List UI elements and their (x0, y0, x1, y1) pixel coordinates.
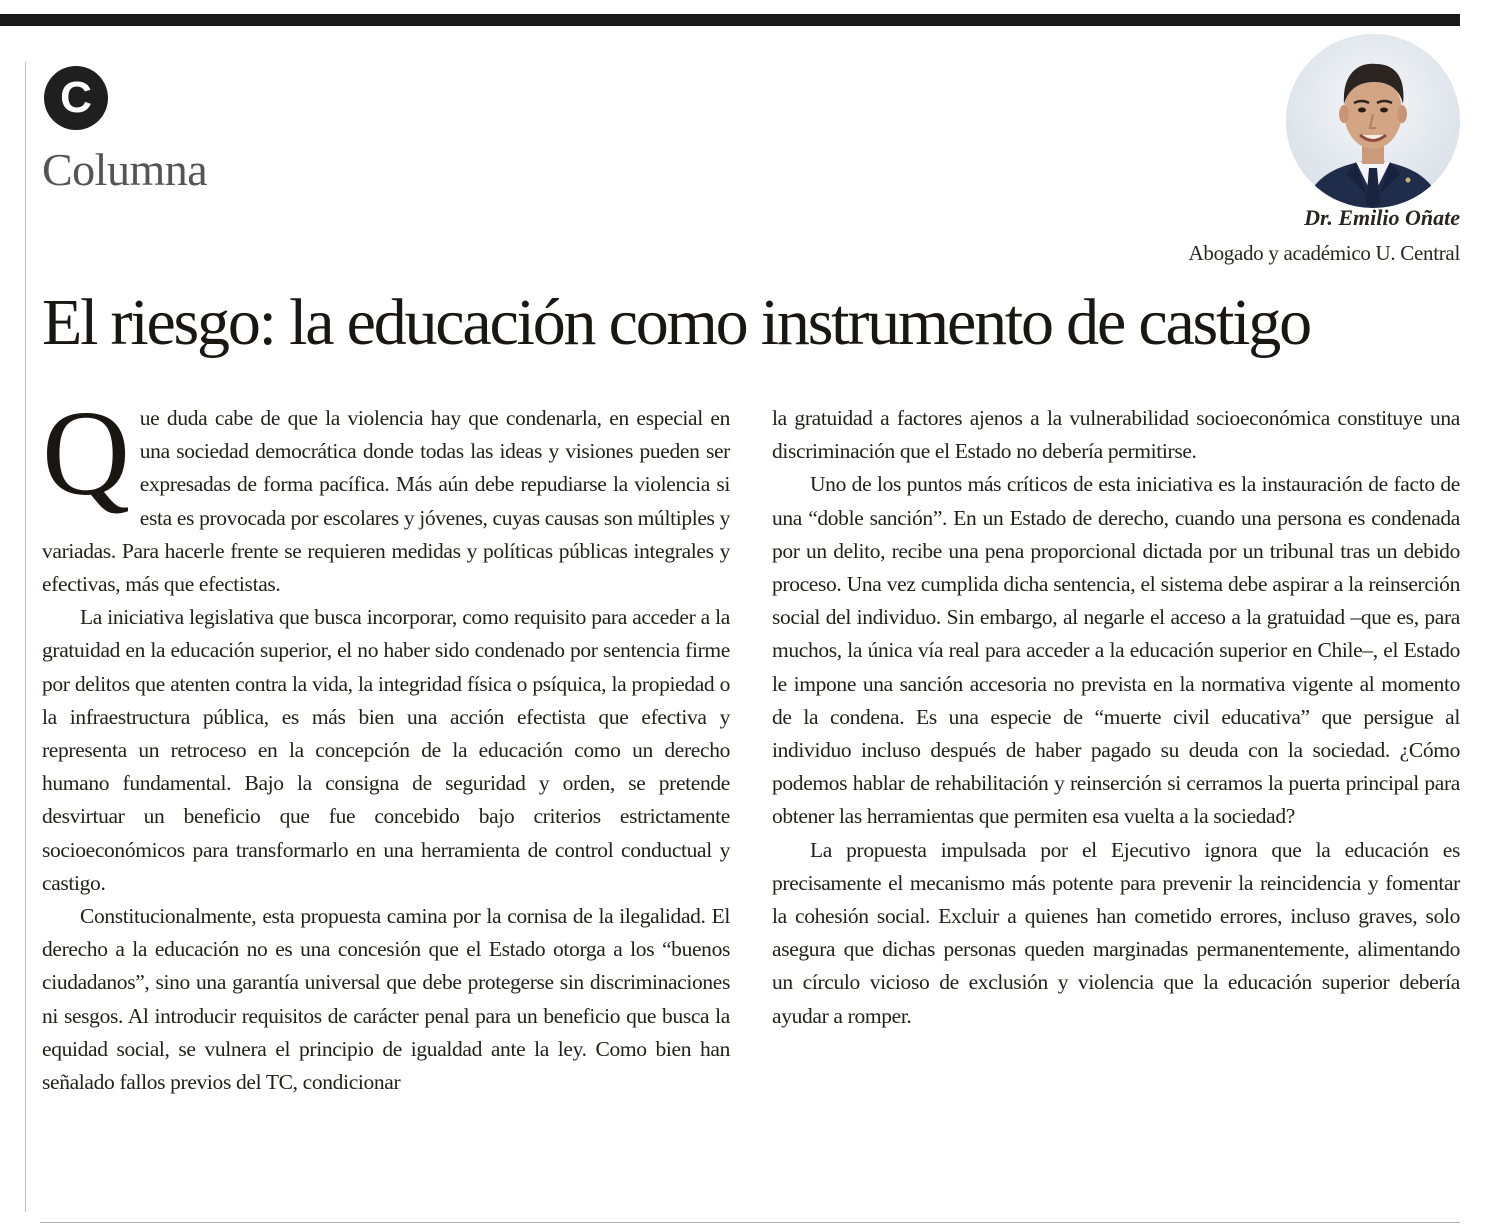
bottom-rule (40, 1222, 1460, 1223)
article-headline: El riesgo: la educación como instrumento de castigo (42, 286, 1310, 359)
article-paragraph: Constitucionalmente, esta propuesta camina por la cornisa de la ilegalidad. El derecho a la educación no es una concesión que el Estado otorga a los “buenos ciudadanos”, sino una garantía universal que debe protegerse sin discriminaciones ni sesgos. Al introducir requisitos de carácter penal para un beneficio que busca la equidad social, se vulnera el principio de igualdad ante la ley. Como bien han señalado fallos previos del TC, condicionar (42, 904, 730, 1095)
top-rule (0, 14, 1460, 26)
section-label: Columna (42, 144, 208, 195)
article-column-right (772, 402, 1460, 1033)
paragraph-text: ue duda cabe de que la violencia hay que condenarla, en especial en una sociedad democrática donde todas las ideas y visiones pueden ser expresadas de forma pacífica. Más aún debe repudiarse la violencia si esta es provocada por escolares y jóvenes, cuyas causas son múltiples y variadas. Para hacerle frente se requieren medidas y políticas públicas integrales y efectivas, más que efectistas. (42, 406, 730, 597)
article-paragraph: La propuesta impulsada por el Ejecutivo ignora que la educación es precisamente el mecanismo más potente para prevenir la reincidencia y fomentar la cohesión social. Excluir a quienes han cometido errores, incluso graves, solo asegura que dichas personas queden marginadas permanentemente, alimentando un círculo vicioso de exclusión y violencia que la educación superior debería ayudar a romper. (772, 837, 1460, 1028)
author-photo (1286, 34, 1460, 208)
author-name: Dr. Emilio Oñate (1304, 205, 1460, 230)
drop-cap: Q (42, 386, 130, 521)
author-role: Abogado y académico U. Central (1188, 241, 1460, 265)
left-margin-rule (25, 62, 26, 1212)
author-portrait-icon (1286, 34, 1460, 208)
section-badge: C (44, 66, 108, 130)
article-column-left (42, 386, 730, 1099)
article-paragraph: La iniciativa legislativa que busca incorporar, como requisito para acceder a la gratuidad en la educación superior, el no haber sido condenado por sentencia firme por delitos que atenten contra la vida, la integridad física o psíquica, la propiedad o la infraestructura pública, es más bien una acción efectista que efectiva y representa un retroceso en la concepción de la educación como un derecho humano fundamental. Bajo la consigna de seguridad y orden, se pretende desvirtuar un beneficio que fue concebido bajo criterios estrictamente socioeconómicos para transformarlo en una herramienta de control conductual y castigo. (42, 605, 730, 895)
article-paragraph: la gratuidad a factores ajenos a la vulnerabilidad socioeconómica constituye una discriminación que el Estado no debería permitirse. (772, 406, 1460, 464)
article-paragraph (42, 386, 730, 601)
article-paragraph: Uno de los puntos más críticos de esta iniciativa es la instauración de facto de una “doble sanción”. En un Estado de derecho, cuando una persona es condenada por un delito, recibe una pena proporcional dictada por un tribunal tras un debido proceso. Una vez cumplida dicha sentencia, el sistema debe aspirar a la reinserción social del individuo. Sin embargo, al negarle el acceso a la gratuidad –que es, para muchos, la única vía real para acceder a la educación superior en Chile–, el Estado le impone una sanción accesoria no prevista en la normativa vigente al momento de la condena. Es una especie de “muerte civil educativa” que persigue al individuo incluso después de haber pagado su deuda con la sociedad. ¿Cómo podemos hablar de rehabilitación y reinserción si cerramos la puerta principal para obtener las herramientas que permiten esa vuelta a la sociedad? (772, 472, 1460, 829)
